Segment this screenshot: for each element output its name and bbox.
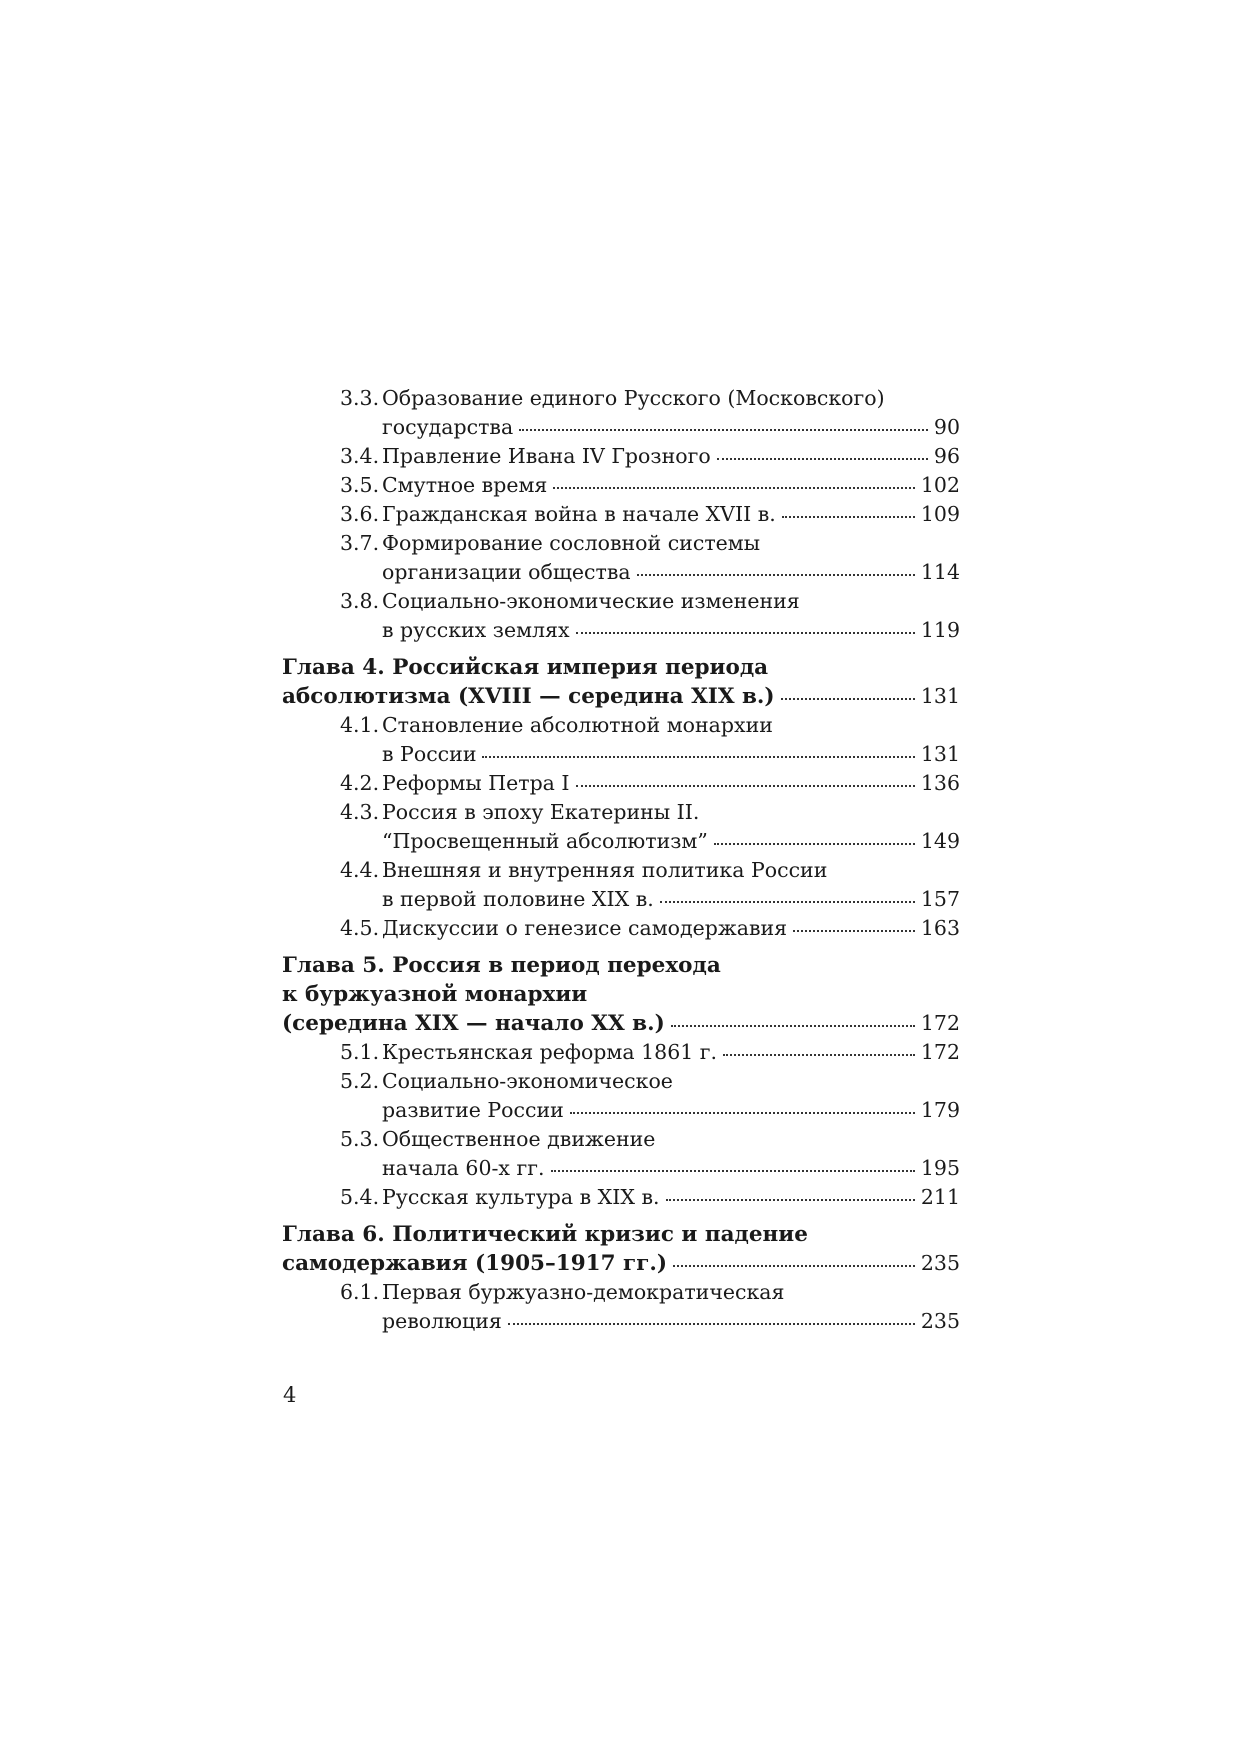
entry-title: в первой половине XIX в. <box>382 887 654 911</box>
toc-line <box>282 616 960 645</box>
section-number: 3.3. <box>340 386 380 410</box>
entry-title: Первая буржуазно-демократическая <box>382 1280 785 1304</box>
toc-line <box>282 529 960 558</box>
entry-page-number: 235 <box>920 1309 960 1333</box>
section-number: 5.2. <box>340 1069 380 1093</box>
toc-chapter[interactable] <box>282 653 960 711</box>
entry-title: в русских землях <box>382 618 570 642</box>
section-number: 5.4. <box>340 1185 380 1209</box>
toc-line <box>282 1067 960 1096</box>
section-number: 4.4. <box>340 858 380 882</box>
dot-leader <box>782 516 915 518</box>
entry-page-number: 90 <box>933 415 960 439</box>
section-number: 3.4. <box>340 444 380 468</box>
table-of-contents <box>282 384 960 1336</box>
toc-line <box>282 384 960 413</box>
entry-page-number: 211 <box>920 1185 960 1209</box>
section-number: 5.1. <box>340 1040 380 1064</box>
toc-line <box>282 1183 960 1212</box>
toc-section[interactable] <box>282 711 960 769</box>
entry-page-number: 136 <box>920 771 960 795</box>
toc-line <box>282 1220 960 1249</box>
entry-title: Русская культура в XIX в. <box>382 1185 660 1209</box>
dot-leader <box>482 756 914 758</box>
dot-leader <box>793 930 915 932</box>
entry-title: Смутное время <box>382 473 548 497</box>
toc-line <box>282 769 960 798</box>
toc-line <box>282 856 960 885</box>
entry-title: Социально-экономические изменения <box>382 589 800 613</box>
toc-section[interactable] <box>282 1278 960 1336</box>
toc-line <box>282 1154 960 1183</box>
entry-page-number: 149 <box>920 829 960 853</box>
toc-line <box>282 471 960 500</box>
toc-chapter[interactable] <box>282 1220 960 1278</box>
entry-title: (середина XIX — начало XX в.) <box>282 1011 665 1036</box>
toc-line <box>282 1096 960 1125</box>
toc-line <box>282 682 960 711</box>
dot-leader <box>660 901 915 903</box>
dot-leader <box>723 1054 915 1056</box>
entry-page-number: 235 <box>920 1251 960 1275</box>
section-number: 4.1. <box>340 713 380 737</box>
dot-leader <box>714 843 915 845</box>
entry-page-number: 172 <box>920 1040 960 1064</box>
toc-section[interactable] <box>282 1038 960 1067</box>
entry-page-number: 114 <box>920 560 960 584</box>
toc-section[interactable] <box>282 769 960 798</box>
section-number: 6.1. <box>340 1280 380 1304</box>
dot-leader <box>553 487 914 489</box>
dot-leader <box>551 1170 915 1172</box>
toc-line <box>282 980 960 1009</box>
section-number: 3.6. <box>340 502 380 526</box>
toc-line <box>282 798 960 827</box>
dot-leader <box>717 458 928 460</box>
toc-line <box>282 1278 960 1307</box>
section-number: 4.5. <box>340 916 380 940</box>
entry-title: Крестьянская реформа 1861 г. <box>382 1040 718 1064</box>
entry-page-number: 163 <box>920 916 960 940</box>
page-number: 4 <box>283 1383 297 1407</box>
toc-section[interactable] <box>282 587 960 645</box>
dot-leader <box>781 698 915 700</box>
toc-line <box>282 1125 960 1154</box>
toc-line <box>282 914 960 943</box>
entry-title: Реформы Петра I <box>382 771 570 795</box>
entry-page-number: 109 <box>920 502 960 526</box>
dot-leader <box>576 785 915 787</box>
section-number: 4.3. <box>340 800 380 824</box>
entry-title: самодержавия (1905–1917 гг.) <box>282 1251 668 1276</box>
entry-title: организации общества <box>382 560 631 584</box>
dot-leader <box>666 1199 915 1201</box>
entry-title: к буржуазной монархии <box>282 982 588 1007</box>
entry-title: революция <box>382 1309 502 1333</box>
toc-section[interactable] <box>282 856 960 914</box>
entry-title: Глава 6. Политический кризис и падение <box>282 1222 808 1247</box>
dot-leader <box>508 1323 915 1325</box>
toc-line <box>282 740 960 769</box>
entry-title: Россия в эпоху Екатерины II. <box>382 800 700 824</box>
entry-page-number: 102 <box>920 473 960 497</box>
toc-line <box>282 711 960 740</box>
entry-page-number: 96 <box>933 444 960 468</box>
entry-page-number: 119 <box>920 618 960 642</box>
entry-title: государства <box>382 415 514 439</box>
toc-line <box>282 442 960 471</box>
toc-line <box>282 587 960 616</box>
dot-leader <box>673 1265 915 1267</box>
section-number: 3.7. <box>340 531 380 555</box>
entry-page-number: 131 <box>920 742 960 766</box>
toc-section[interactable] <box>282 1067 960 1125</box>
entry-title: Формирование сословной системы <box>382 531 761 555</box>
dot-leader <box>576 632 915 634</box>
toc-section[interactable] <box>282 500 960 529</box>
entry-page-number: 179 <box>920 1098 960 1122</box>
toc-line <box>282 1009 960 1038</box>
entry-title: в России <box>382 742 477 766</box>
entry-page-number: 157 <box>920 887 960 911</box>
toc-line <box>282 1307 960 1336</box>
toc-line <box>282 827 960 856</box>
section-number: 5.3. <box>340 1127 380 1151</box>
section-number: 4.2. <box>340 771 380 795</box>
entry-title: Общественное движение <box>382 1127 656 1151</box>
toc-section[interactable] <box>282 914 960 943</box>
toc-line <box>282 1038 960 1067</box>
entry-title: Социально-экономическое <box>382 1069 673 1093</box>
entry-title: Образование единого Русского (Московского) <box>382 386 885 410</box>
toc-section[interactable] <box>282 1125 960 1183</box>
toc-line <box>282 500 960 529</box>
toc-section[interactable] <box>282 471 960 500</box>
entry-page-number: 172 <box>920 1011 960 1035</box>
section-number: 3.8. <box>340 589 380 613</box>
toc-line <box>282 558 960 587</box>
entry-page-number: 131 <box>920 684 960 708</box>
entry-title: Глава 5. Россия в период перехода <box>282 953 721 978</box>
entry-title: Становление абсолютной монархии <box>382 713 773 737</box>
entry-title: развитие России <box>382 1098 564 1122</box>
toc-section[interactable] <box>282 798 960 856</box>
entry-title: абсолютизма (XVIII — середина XIX в.) <box>282 684 775 709</box>
dot-leader <box>637 574 915 576</box>
section-number: 3.5. <box>340 473 380 497</box>
dot-leader <box>570 1112 915 1114</box>
dot-leader <box>519 429 928 431</box>
dot-leader <box>671 1025 915 1027</box>
entry-title: начала 60-х гг. <box>382 1156 545 1180</box>
toc-line <box>282 413 960 442</box>
entry-title: Правление Ивана IV Грозного <box>382 444 711 468</box>
entry-title: “Просвещенный абсолютизм” <box>382 829 708 853</box>
toc-section[interactable] <box>282 384 960 442</box>
toc-line <box>282 653 960 682</box>
entry-title: Дискуссии о генезисе самодержавия <box>382 916 788 940</box>
toc-line <box>282 1249 960 1278</box>
toc-line <box>282 951 960 980</box>
toc-chapter[interactable] <box>282 951 960 1038</box>
toc-section[interactable] <box>282 442 960 471</box>
entry-page-number: 195 <box>920 1156 960 1180</box>
toc-line <box>282 885 960 914</box>
toc-section[interactable] <box>282 1183 960 1212</box>
entry-title: Гражданская война в начале XVII в. <box>382 502 776 526</box>
toc-section[interactable] <box>282 529 960 587</box>
entry-title: Глава 4. Российская империя периода <box>282 655 769 680</box>
entry-title: Внешняя и внутренняя политика России <box>382 858 828 882</box>
